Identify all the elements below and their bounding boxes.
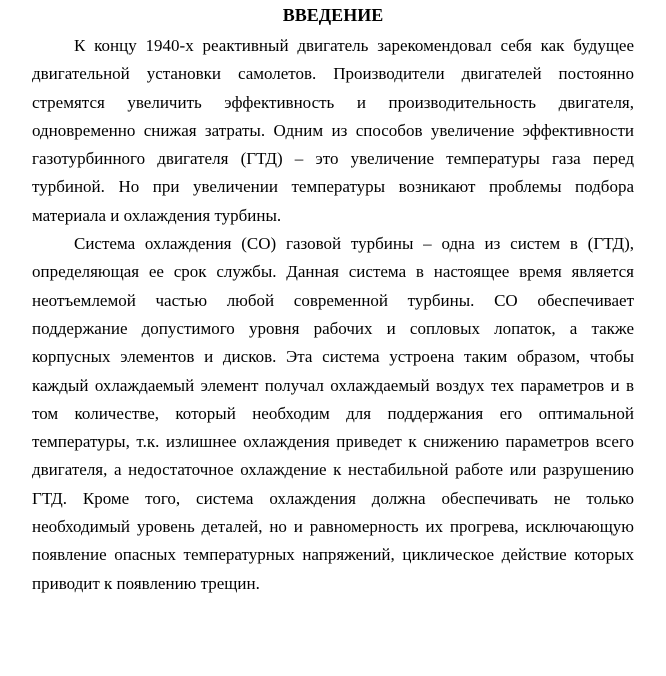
document-page (32, 4, 634, 598)
paragraph-cooling-system: Система охлаждения (СО) газовой турбины – одна из систем в (ГТД), определяющая ее срок службы. Данная система в настоящее время является неотъемлемой частью любой современной турбины. СО обеспечивает поддержание допустимого уровня рабочих и сопловых лопаток, а также корпусных элементов и дисков. Эта система устроена таким образом, чтобы каждый охлаждаемый элемент получал охлаждаемый воздух тех параметров и в том количестве, который необходим для поддержания его оптимальной температуры, т.к. излишнее охлаждения приведет к снижению параметров всего двигателя, а недостаточное охлаждение к нестабильной работе или разрушению ГТД. Кроме того, система охлаждения должна обеспечивать не только необходимый уровень деталей, но и равномерность их прогрева, исключающую появление опасных температурных напряжений, циклическое действие которых приводит к появлению трещин. (32, 234, 634, 593)
document-title: ВВЕДЕНИЕ (282, 5, 384, 25)
paragraph-intro: К концу 1940-х реактивный двигатель зарекомендовал себя как будущее двигательной установки самолетов. Производители двигателей постоянно стремятся увеличить эффективность и производительность двигателя, одновременно снижая затраты. Одним из способов увеличение эффективности газотурбинного двигателя (ГТД) – это увеличение температуры газа перед турбиной. Но при увеличении температуры возникают проблемы подбора материала и охлаждения турбины. (32, 36, 634, 225)
